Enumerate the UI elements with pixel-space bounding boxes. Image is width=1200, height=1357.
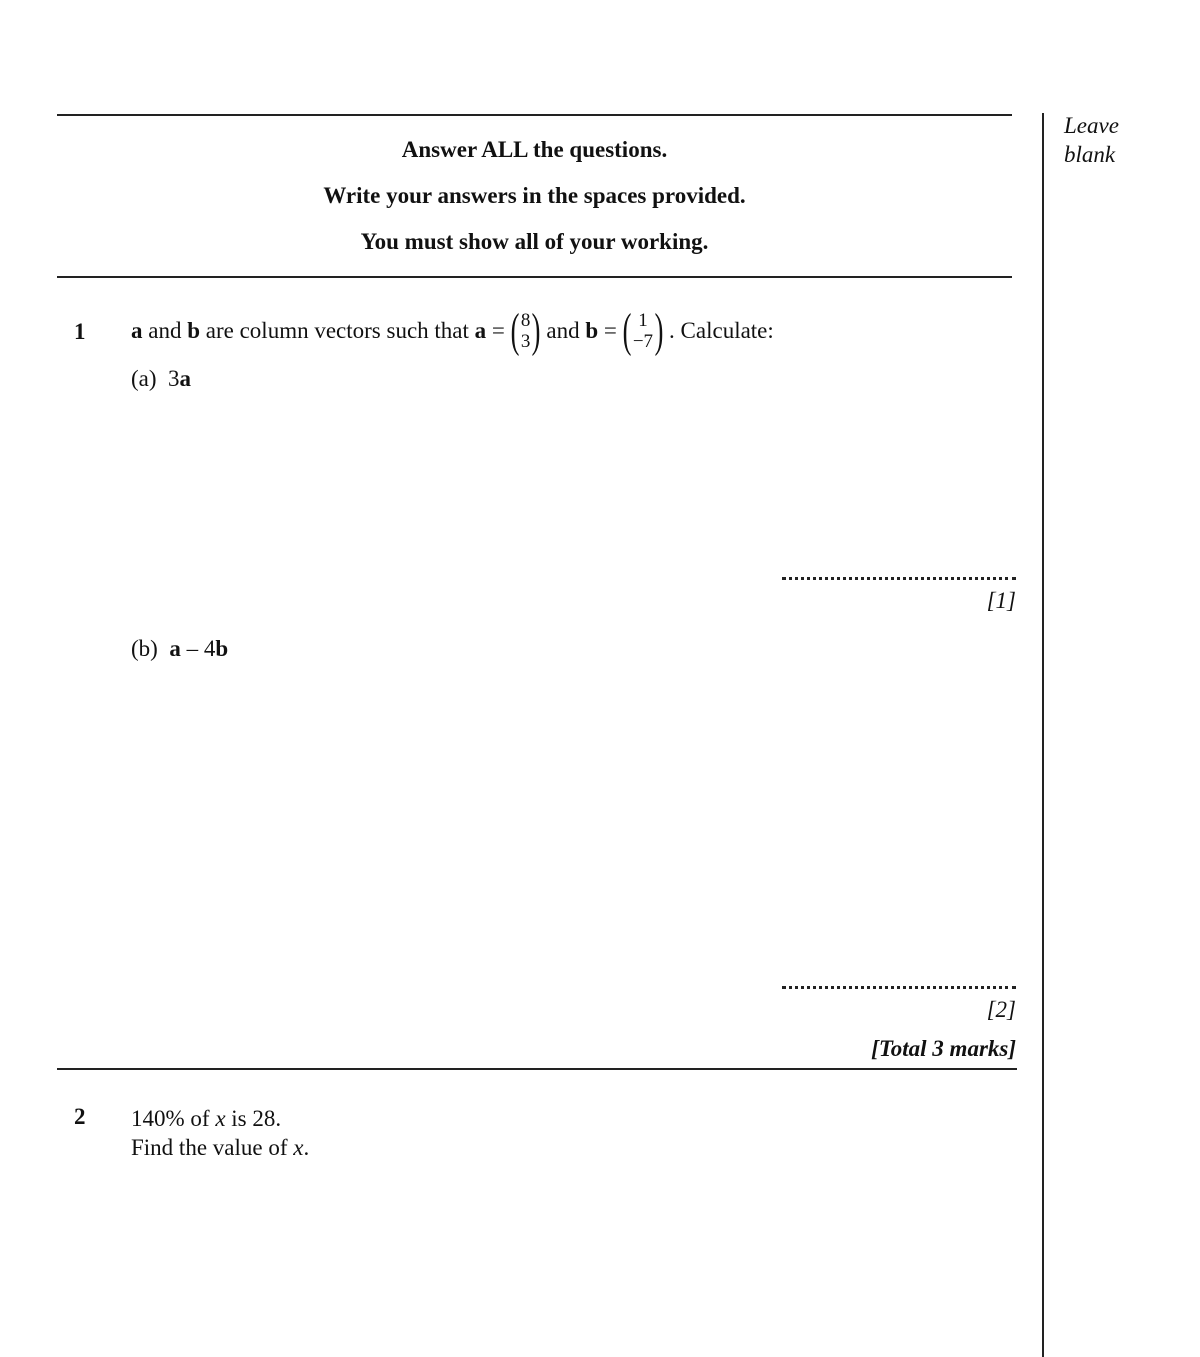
part-a — [131, 366, 191, 392]
vector-a-top: 8 — [520, 310, 531, 331]
instruction-1: Answer ALL the questions. — [401, 137, 668, 162]
equals-sign-b: = — [603, 318, 617, 343]
question-1-number: 1 — [74, 319, 86, 344]
part-a-coefficient: 3 — [168, 366, 180, 391]
question-2-line2 — [131, 1133, 309, 1162]
stem-and-2: and — [546, 318, 580, 343]
question-1-stem — [131, 306, 774, 356]
part-b-b: b — [215, 636, 229, 661]
stem-calculate: . Calculate: — [669, 318, 774, 343]
instructions-bottom-rule — [57, 276, 1012, 278]
question-2-number: 2 — [74, 1104, 86, 1129]
stem-and: and — [148, 318, 182, 343]
q2-line1-var: x — [215, 1106, 226, 1131]
margin-divider — [1042, 113, 1044, 1357]
q2-line1-pre: 140% of — [131, 1106, 216, 1131]
stem-b: b — [187, 318, 201, 343]
answer-line-a[interactable] — [782, 577, 1016, 580]
q2-line2-pre: Find the value of — [131, 1135, 294, 1160]
vector-b-top: 1 — [638, 310, 648, 331]
question-2-line1 — [131, 1104, 309, 1133]
stem-a: a — [131, 318, 143, 343]
vector-b-bottom: −7 — [632, 331, 654, 352]
total-marks: [Total 3 marks] — [871, 1036, 1016, 1061]
part-a-marks: [1] — [986, 588, 1016, 613]
question-divider — [57, 1068, 1017, 1070]
q2-line2-post: . — [303, 1135, 310, 1160]
vector-b-label: b — [585, 318, 599, 343]
part-a-label: (a) — [131, 366, 157, 391]
leave-blank-line1: Leave — [1064, 113, 1119, 138]
question-2-text — [131, 1104, 309, 1162]
equals-sign-a: = — [491, 318, 505, 343]
vector-a-label: a — [474, 318, 487, 343]
part-b-a: a — [169, 636, 181, 661]
part-b-marks: [2] — [986, 997, 1016, 1022]
leave-blank-line2: blank — [1064, 142, 1116, 167]
answer-line-b[interactable] — [782, 986, 1016, 989]
q2-line1-post: is 28. — [225, 1106, 282, 1131]
part-b-label: (b) — [131, 636, 158, 661]
vector-a-bottom: 3 — [520, 331, 531, 352]
leave-blank-note — [1064, 111, 1119, 169]
part-a-variable: a — [179, 366, 192, 391]
part-b — [131, 636, 228, 662]
instruction-2: Write your answers in the spaces provided. — [323, 183, 746, 208]
stem-text: are column vectors such that — [205, 318, 469, 343]
instruction-3: You must show all of your working. — [360, 229, 709, 254]
q2-line2-var: x — [293, 1135, 304, 1160]
top-rule — [57, 114, 1012, 116]
vector-b: ( 1 −7 ) — [622, 304, 664, 357]
vector-a: ( 8 3 ) — [510, 304, 541, 357]
part-b-minus: – 4 — [186, 636, 216, 661]
